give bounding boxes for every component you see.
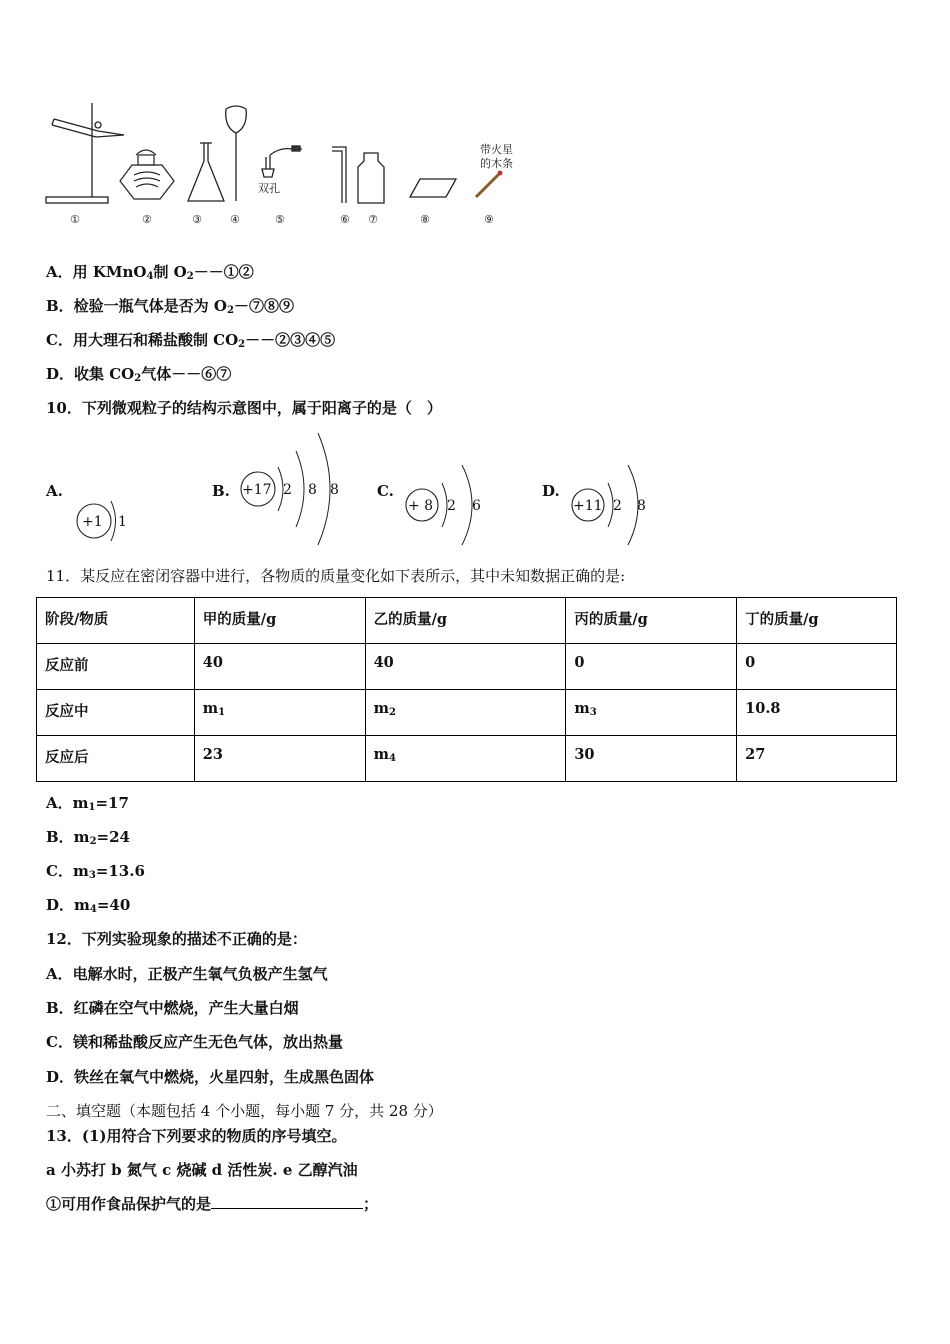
- table-header-cell: 丙的质量/g: [566, 598, 737, 644]
- q11-option-b: [46, 826, 130, 847]
- q11-option-a-prefix: A．m: [46, 794, 89, 812]
- q9-option-d: [46, 363, 231, 384]
- table-cell: [365, 644, 566, 690]
- q12-option-c: C．镁和稀盐酸反应产生无色气体，放出热量: [46, 1033, 343, 1051]
- cell-sub: 2: [388, 707, 396, 718]
- q9-option-b-sub: 2: [226, 305, 234, 316]
- q9-option-a-sub2: 2: [186, 271, 194, 282]
- double-hole-label: 双孔: [258, 182, 280, 195]
- table-cell: [37, 644, 195, 690]
- q9-option-b-prefix: B．检验一瓶气体是否为 O: [46, 297, 227, 315]
- q11-option-a: [46, 792, 129, 813]
- section-2-title: 二、填空题（本题包括 4 个小题，每小题 7 分，共 28 分）: [46, 1102, 443, 1120]
- table-cell: [737, 690, 897, 736]
- q11-option-d-sub: 4: [89, 904, 97, 915]
- table-row: [37, 644, 897, 690]
- table-cell: [365, 736, 566, 782]
- table-row: [37, 690, 897, 736]
- table-header-cell: 乙的质量/g: [365, 598, 566, 644]
- table-cell: [37, 690, 195, 736]
- cell-text: 反应前: [45, 657, 89, 674]
- q10-stem: 10．下列微观粒子的结构示意图中，属于阳离子的是（ ）: [46, 399, 442, 417]
- q11-option-a-sub: 1: [88, 802, 96, 813]
- q12-option-a: A．电解水时，正极产生氧气负极产生氢气: [46, 965, 328, 983]
- cell-text: 0: [574, 654, 585, 671]
- q11-option-c-suffix: =13.6: [95, 862, 145, 880]
- table-cell: [737, 736, 897, 782]
- cell-sub: 1: [218, 707, 226, 718]
- q9-option-b-suffix: －⑦⑧⑨: [233, 297, 294, 315]
- q9-option-a: [46, 261, 254, 282]
- q10-label-b: B.: [212, 482, 230, 500]
- table-row: [37, 736, 897, 782]
- table-cell: [737, 644, 897, 690]
- atom-b-nucleus: +17: [242, 482, 272, 498]
- q13-items: a 小苏打 b 氮气 c 烧碱 d 活性炭. e 乙醇汽油: [46, 1161, 358, 1179]
- atom-c: [406, 465, 481, 545]
- alcohol-lamp: [120, 150, 174, 199]
- atom-a: [77, 501, 127, 541]
- atom-c-nucleus: + 8: [408, 498, 434, 514]
- atom-c-shell-2: 6: [472, 498, 481, 514]
- cell-text: 0: [745, 654, 756, 671]
- q12-option-d: D．铁丝在氧气中燃烧，火星四射，生成黑色固体: [46, 1068, 375, 1086]
- apparatus-number-4: ④: [230, 213, 240, 226]
- table-header-cell: 甲的质量/g: [194, 598, 365, 644]
- table-header-row: [37, 598, 897, 644]
- table-cell: [194, 644, 365, 690]
- bent-glass-tube: [332, 147, 346, 203]
- cell-text: m: [202, 700, 219, 717]
- q9-option-d-prefix: D．收集 CO: [46, 365, 135, 383]
- answer-blank[interactable]: [211, 1194, 363, 1209]
- q11-option-a-suffix: =17: [95, 794, 129, 812]
- q9-option-d-sub: 2: [134, 373, 142, 384]
- q11-option-d-prefix: D．m: [46, 896, 90, 914]
- q9-option-c-sub: 2: [238, 339, 246, 350]
- atom-d-shell-2: 8: [637, 498, 646, 514]
- apparatus-number-5: ⑤: [275, 213, 285, 226]
- cell-text: 23: [202, 746, 223, 763]
- atom-structure-diagrams: [40, 425, 680, 550]
- q9-option-a-mid: 制 O: [153, 263, 187, 281]
- apparatus-number-6: ⑥: [340, 213, 350, 226]
- smoldering-splint: [476, 171, 502, 197]
- gas-jar: [358, 153, 384, 203]
- q11-option-b-sub: 2: [89, 836, 97, 847]
- table-header-cell: 阶段/物质: [37, 598, 195, 644]
- cell-text: m: [373, 746, 389, 763]
- apparatus-number-9: ⑨: [484, 213, 494, 226]
- cell-sub: 4: [388, 753, 396, 764]
- q13-part1-prefix: ①可用作食品保护气的是: [46, 1195, 212, 1213]
- q10-label-a: A.: [46, 482, 63, 500]
- q13-part1-suffix: ；: [363, 1195, 379, 1213]
- table-cell: [566, 736, 737, 782]
- q9-option-a-prefix: A．用 KMnO: [46, 263, 147, 281]
- q11-option-c-prefix: C．m: [46, 862, 89, 880]
- q9-option-a-suffix: －－①②: [193, 263, 254, 281]
- apparatus-number-8: ⑧: [420, 213, 430, 226]
- atom-b-shell-1: 2: [283, 482, 292, 498]
- q12-option-b: B．红磷在空气中燃烧，产生大量白烟: [46, 999, 299, 1017]
- table-cell: [365, 690, 566, 736]
- q11-option-b-prefix: B．m: [46, 828, 90, 846]
- q9-option-c: [46, 329, 335, 350]
- q10-label-d: D.: [542, 482, 560, 500]
- q11-mass-table: [36, 597, 897, 782]
- cell-text: 40: [373, 654, 394, 671]
- apparatus-figure: [40, 95, 540, 235]
- atom-b-shell-2: 8: [308, 482, 317, 498]
- apparatus-number-7: ⑦: [368, 213, 378, 226]
- cell-text: 反应中: [45, 703, 89, 720]
- atom-d-nucleus: +11: [573, 498, 603, 514]
- atom-d-shell-1: 2: [613, 498, 622, 514]
- apparatus-number-2: ②: [142, 213, 152, 226]
- q11-option-b-suffix: =24: [96, 828, 130, 846]
- atom-b: [241, 433, 339, 545]
- q13-part1: [46, 1193, 378, 1214]
- table-cell: [37, 736, 195, 782]
- q9-option-d-mid: 气体: [141, 365, 172, 383]
- atom-a-nucleus: +1: [82, 514, 103, 530]
- cell-sub: 3: [589, 707, 597, 718]
- q11-option-c: [46, 860, 145, 881]
- atom-b-shell-3: 8: [330, 482, 339, 498]
- splint-label-line2: 的木条: [480, 157, 513, 170]
- cell-text: 27: [745, 746, 766, 763]
- table-cell: [566, 690, 737, 736]
- q13-stem: 13．(1)用符合下列要求的物质的序号填空。: [46, 1127, 347, 1145]
- q10-label-c: C.: [377, 482, 394, 500]
- q9-option-c-prefix: C．用大理石和稀盐酸制 CO: [46, 331, 239, 349]
- cell-text: 30: [574, 746, 595, 763]
- q9-option-c-suffix: －－②③④⑤: [245, 331, 336, 349]
- iron-stand-with-test-tube: [46, 103, 124, 203]
- table-header-cell: 丁的质量/g: [737, 598, 897, 644]
- q9-option-a-sub: 4: [146, 271, 154, 282]
- cell-text: 40: [202, 654, 223, 671]
- apparatus-number-3: ③: [192, 213, 202, 226]
- atom-c-shell-1: 2: [447, 498, 456, 514]
- q9-option-b: [46, 295, 294, 316]
- long-neck-funnel: [226, 106, 247, 201]
- cell-text: m: [373, 700, 389, 717]
- q9-option-d-suffix: －－⑥⑦: [171, 365, 232, 383]
- q11-option-c-sub: 3: [88, 870, 96, 881]
- glass-plate: [410, 179, 456, 197]
- q11-option-d: [46, 894, 130, 915]
- atom-d: [572, 465, 646, 545]
- q11-option-d-suffix: =40: [96, 896, 131, 914]
- conical-flask: [188, 143, 224, 201]
- table-cell: [194, 736, 365, 782]
- q11-stem: 11．某反应在密闭容器中进行，各物质的质量变化如下表所示，其中未知数据正确的是:: [46, 567, 626, 585]
- cell-text: m: [574, 700, 590, 717]
- double-hole-stopper: [262, 146, 302, 177]
- splint-label-line1: 带火星: [480, 143, 513, 156]
- atom-a-shell-1: 1: [118, 514, 127, 530]
- apparatus-number-1: ①: [70, 213, 80, 226]
- table-cell: [566, 644, 737, 690]
- cell-text: 10.8: [745, 700, 781, 717]
- q12-stem: 12．下列实验现象的描述不正确的是：: [46, 930, 307, 948]
- table-cell: [194, 690, 365, 736]
- cell-text: 反应后: [45, 749, 89, 766]
